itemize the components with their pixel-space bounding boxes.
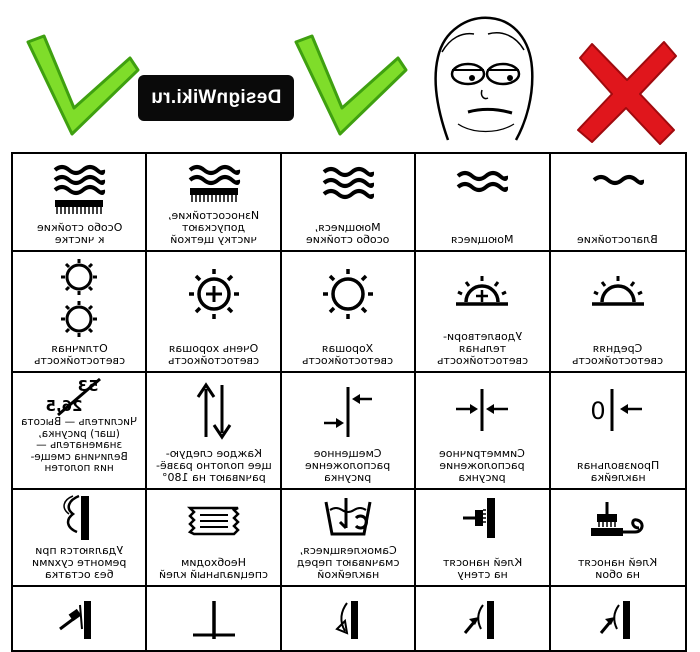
- symbol-label: Влагостойкие: [577, 233, 659, 246]
- symbol-cell: [551, 154, 685, 252]
- symbol-cell: [416, 154, 550, 252]
- symbol-cell: [147, 490, 281, 587]
- symbol-cell: [13, 252, 147, 373]
- three-waves-icon: [322, 166, 374, 200]
- symbol-cell: [13, 587, 147, 652]
- symbol-cell: [282, 587, 416, 652]
- symbol-cell: [416, 490, 550, 587]
- symbol-cell: [416, 587, 550, 652]
- symbol-label: Самоклеящиеся, смачивают перед наклейкой: [296, 544, 400, 581]
- meme-face-icon: [428, 12, 538, 147]
- symbol-label: Моющиеся, особо стойкие: [306, 221, 390, 246]
- symbol-cell: [13, 373, 147, 490]
- symbol-cell: [551, 252, 685, 373]
- symbol-cell: [282, 154, 416, 252]
- symbol-label: Каждое следую- щее полотно развё- рачивают на 180°: [155, 447, 272, 484]
- two-suns-icon: [54, 256, 104, 340]
- symbol-cell: [551, 587, 685, 652]
- peel-dry-icon: [59, 494, 99, 542]
- special-glue-icon: [184, 504, 244, 538]
- symbol-label: Отличная светостойкость: [33, 342, 125, 367]
- symbol-label: Хорошая светостойкость: [302, 342, 394, 367]
- symbol-label: Особо стойкие к чистке: [36, 221, 122, 246]
- zero-arrow-icon: [586, 387, 650, 433]
- symbol-label: Средняя светостойкость: [572, 342, 664, 367]
- symmetric-arrows-icon: [450, 387, 514, 433]
- t-joint-icon: [189, 599, 239, 639]
- sun-plus-icon: [186, 266, 242, 322]
- symbol-label: Моющиеся: [451, 233, 514, 246]
- brush-waves-icon: [186, 164, 242, 204]
- opposite-arrows-icon: [194, 381, 234, 441]
- offset-arrows-icon: [316, 383, 380, 439]
- peel-hammer-icon: [54, 599, 104, 639]
- symbol-cell: [551, 373, 685, 490]
- symbol-label: Симметричное расположение рисунка: [439, 447, 526, 484]
- two-waves-icon: [456, 170, 508, 194]
- fraction-numerator: 53: [77, 377, 99, 395]
- symbol-cell: [147, 252, 281, 373]
- symbol-label: Клей наносят на обои: [578, 556, 658, 581]
- one-wave-icon: [592, 172, 644, 186]
- checkmark-icon: [22, 30, 142, 140]
- symbol-cell: [13, 154, 147, 252]
- symbol-cell: [13, 490, 147, 587]
- symbol-cell: [147, 373, 281, 490]
- symbol-cell: [282, 252, 416, 373]
- symbol-label: Очень хорошая светостойкость: [168, 342, 260, 367]
- symbol-cell: [416, 252, 550, 373]
- site-logo-badge: [138, 75, 294, 121]
- half-sun-icon: [588, 274, 648, 308]
- symbol-cell: [282, 490, 416, 587]
- fraction-denominator: 26,5: [45, 397, 83, 415]
- symbol-cell: [147, 587, 281, 652]
- symbol-label: Смещенное расположение рисунка: [305, 447, 391, 484]
- sun-icon: [320, 266, 376, 322]
- zero-glyph: 0: [590, 397, 606, 425]
- peel-arrow-2-icon: [593, 599, 643, 639]
- symbol-cell: [147, 154, 281, 252]
- water-bath-icon: [320, 496, 376, 540]
- symbol-cell: [282, 373, 416, 490]
- symbol-label: Износостойкие, допускают чистку щеткой: [168, 209, 260, 246]
- symbol-label: Произвольная наклейка: [576, 459, 659, 484]
- cross-icon: [572, 38, 682, 148]
- header-strip: [0, 0, 700, 150]
- symbol-cell: [416, 373, 550, 490]
- symbol-label: Числитель — Высота (шаг) рисунка, знаменатель — Величина смеще- ния полотен: [21, 416, 138, 474]
- half-sun-plus-icon: [452, 274, 512, 308]
- peel-knife-icon: [323, 599, 373, 639]
- checkmark-icon: [290, 30, 410, 140]
- symbol-label: Необходим специальный клей: [159, 556, 269, 581]
- symbol-label: Удовлетвори- тельная светостойкость: [436, 330, 528, 367]
- symbol-label: Удаляются при ремонте сухими без остатка: [32, 544, 127, 581]
- glue-wall-icon: [457, 496, 507, 540]
- symbol-label: Клей наносят на стену: [442, 556, 522, 581]
- brush-three-waves-icon: [51, 162, 107, 218]
- logo-text: DesignWiki.ru: [150, 87, 282, 108]
- glue-wallpaper-icon: [583, 498, 653, 540]
- symbols-table: [11, 152, 687, 652]
- symbol-cell: [551, 490, 685, 587]
- peel-arrow-icon: [457, 599, 507, 639]
- fraction-icon: [44, 375, 114, 417]
